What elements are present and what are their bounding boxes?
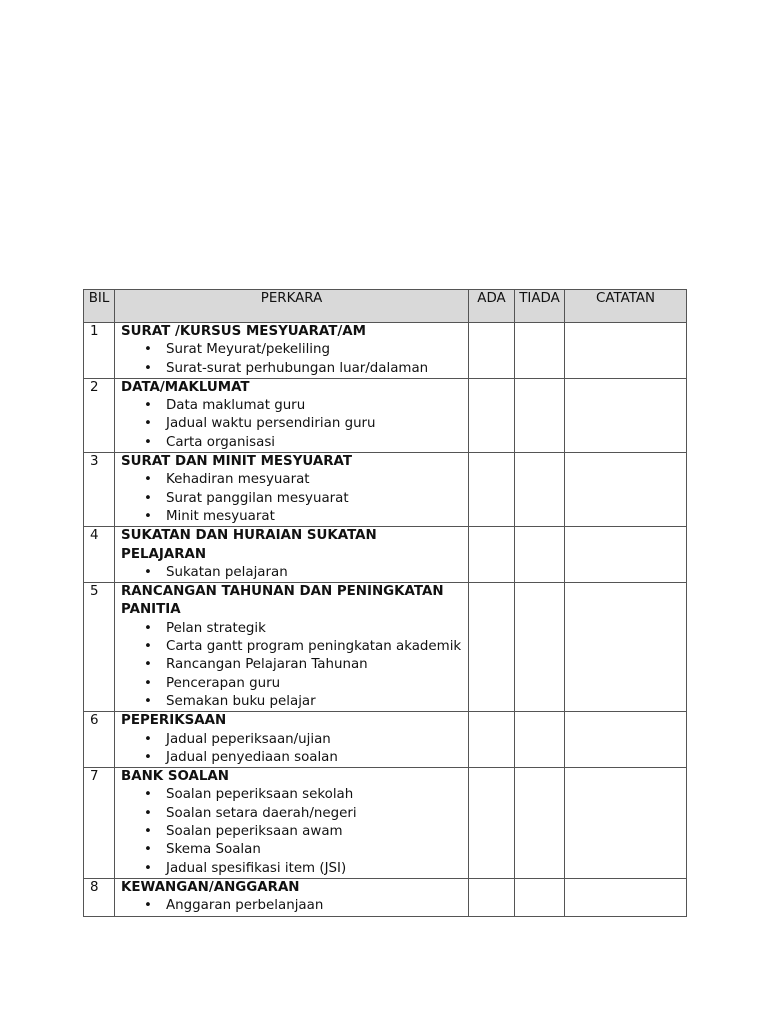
list-item: • Jadual peperiksaan/ujian xyxy=(121,731,464,749)
item-list xyxy=(121,620,464,711)
header-catatan: CATATAN xyxy=(565,290,687,323)
row-number: 1 xyxy=(84,323,115,379)
item-list xyxy=(121,471,464,526)
item-list xyxy=(121,897,464,915)
table-header-row xyxy=(84,290,687,323)
ada-cell xyxy=(469,768,515,879)
ada-cell xyxy=(469,878,515,916)
ada-cell xyxy=(469,527,515,583)
tiada-cell xyxy=(515,378,565,452)
table-row xyxy=(84,878,687,916)
tiada-cell xyxy=(515,878,565,916)
list-item: • Surat panggilan mesyuarat xyxy=(121,490,464,508)
item-list xyxy=(121,786,464,877)
list-item: • Carta gantt program peningkatan akademik xyxy=(121,638,464,656)
list-item: • Jadual penyediaan soalan xyxy=(121,749,464,767)
tiada-cell xyxy=(515,583,565,712)
tiada-cell xyxy=(515,323,565,379)
list-item: • Pencerapan guru xyxy=(121,675,464,693)
catatan-cell xyxy=(565,378,687,452)
list-item: • Soalan peperiksaan sekolah xyxy=(121,786,464,804)
row-title: SURAT /KURSUS MESYUARAT/AM xyxy=(121,324,366,339)
perkara-cell xyxy=(115,583,469,712)
tiada-cell xyxy=(515,712,565,768)
catatan-cell xyxy=(565,453,687,527)
list-item: • Anggaran perbelanjaan xyxy=(121,897,464,915)
row-title: SUKATAN DAN HURAIAN SUKATAN PELAJARAN xyxy=(121,528,377,562)
table-row xyxy=(84,768,687,879)
ada-cell xyxy=(469,378,515,452)
list-item: • Soalan setara daerah/negeri xyxy=(121,805,464,823)
row-number: 5 xyxy=(84,583,115,712)
row-number: 3 xyxy=(84,453,115,527)
row-number: 6 xyxy=(84,712,115,768)
catatan-cell xyxy=(565,323,687,379)
perkara-cell xyxy=(115,453,469,527)
list-item: • Jadual spesifikasi item (JSI) xyxy=(121,860,464,878)
item-list xyxy=(121,564,464,582)
ada-cell xyxy=(469,583,515,712)
item-list xyxy=(121,397,464,452)
header-perkara: PERKARA xyxy=(115,290,469,323)
list-item: • Data maklumat guru xyxy=(121,397,464,415)
catatan-cell xyxy=(565,878,687,916)
row-number: 4 xyxy=(84,527,115,583)
table-row xyxy=(84,712,687,768)
table-row xyxy=(84,453,687,527)
catatan-cell xyxy=(565,583,687,712)
catatan-cell xyxy=(565,712,687,768)
header-tiada: TIADA xyxy=(515,290,565,323)
perkara-cell xyxy=(115,378,469,452)
list-item: • Soalan peperiksaan awam xyxy=(121,823,464,841)
row-number: 8 xyxy=(84,878,115,916)
list-item: • Semakan buku pelajar xyxy=(121,693,464,711)
header-ada: ADA xyxy=(469,290,515,323)
row-title: RANCANGAN TAHUNAN DAN PENINGKATAN PANITIA xyxy=(121,584,444,618)
table-row xyxy=(84,378,687,452)
item-list xyxy=(121,341,464,378)
catatan-cell xyxy=(565,527,687,583)
tiada-cell xyxy=(515,453,565,527)
perkara-cell xyxy=(115,712,469,768)
perkara-cell xyxy=(115,323,469,379)
row-number: 2 xyxy=(84,378,115,452)
table-row xyxy=(84,583,687,712)
checklist-table xyxy=(83,289,687,917)
list-item: • Surat Meyurat/pekeliling xyxy=(121,341,464,359)
list-item: • Jadual waktu persendirian guru xyxy=(121,415,464,433)
perkara-cell xyxy=(115,768,469,879)
perkara-cell xyxy=(115,878,469,916)
catatan-cell xyxy=(565,768,687,879)
ada-cell xyxy=(469,323,515,379)
row-title: DATA/MAKLUMAT xyxy=(121,379,250,395)
row-number: 7 xyxy=(84,768,115,879)
table-row xyxy=(84,323,687,379)
row-title: PEPERIKSAAN xyxy=(121,713,227,729)
row-title: SURAT DAN MINIT MESYUARAT xyxy=(121,454,352,470)
ada-cell xyxy=(469,453,515,527)
list-item: • Pelan strategik xyxy=(121,620,464,638)
list-item: • Rancangan Pelajaran Tahunan xyxy=(121,656,464,674)
row-title: KEWANGAN/ANGGARAN xyxy=(121,879,300,895)
perkara-cell xyxy=(115,527,469,583)
header-bil: BIL xyxy=(84,290,115,323)
list-item: • Kehadiran mesyuarat xyxy=(121,471,464,489)
list-item: • Carta organisasi xyxy=(121,434,464,452)
list-item: • Minit mesyuarat xyxy=(121,508,464,526)
row-title: BANK SOALAN xyxy=(121,769,229,785)
table-row xyxy=(84,527,687,583)
tiada-cell xyxy=(515,527,565,583)
list-item: • Sukatan pelajaran xyxy=(121,564,464,582)
item-list xyxy=(121,731,464,768)
list-item: • Skema Soalan xyxy=(121,841,464,859)
tiada-cell xyxy=(515,768,565,879)
ada-cell xyxy=(469,712,515,768)
list-item: • Surat-surat perhubungan luar/dalaman xyxy=(121,360,464,378)
